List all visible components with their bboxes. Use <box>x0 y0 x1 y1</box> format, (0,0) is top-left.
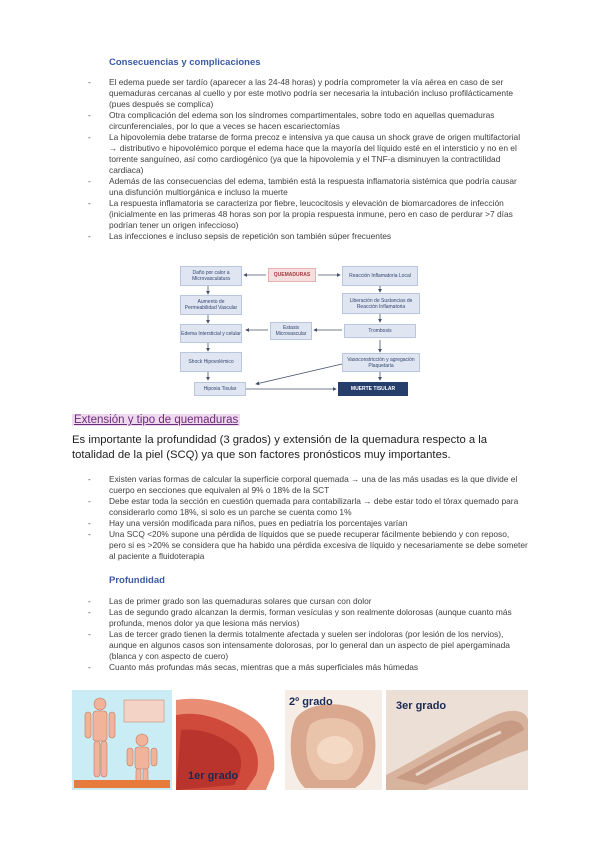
extension-lead: Es importante la profundidad (3 grados) y extensión de la quemadura respecto a la totalidad de la piel (SCQ) ya que son factores pronósticos muy importantes. <box>72 434 488 461</box>
diagram-node: Estasis Microvascular <box>270 322 312 340</box>
second-degree-burn-image <box>285 690 382 790</box>
depth-list <box>88 596 528 673</box>
diagram-node: Aumento de Permeabilidad Vascular <box>180 295 242 315</box>
diagram-node: Vasoconstricción y agregación Plaquetaria <box>342 353 420 372</box>
first-degree-burn-image <box>176 690 281 790</box>
list-item: - Hay una versión modificada para niños, pues en pediatría los porcentajes varían <box>88 518 528 529</box>
diagram-node-death: MUERTE TISULAR <box>338 382 408 396</box>
list-item: - Las de segundo grado alcanzan la dermis, forman vesículas y son realmente dolorosas (aunque cuanto más profunda, menos dolor ya que lesiona más nervios) <box>88 607 528 629</box>
list-item: - Además de las consecuencias del edema, también está la respuesta inflamatoria sistémica que podría causar una disfunción multiorgánica e incluso la muerte <box>88 176 528 198</box>
diagram-node: Edema Intersticial y celular <box>180 324 242 343</box>
diagram-node: Shock Hipovolémico <box>180 352 242 372</box>
list-item: - Otra complicación del edema son los síndromes compartimentales, sobre todo en aquellas quemaduras circunferenciales, por lo que a veces se hacen escariectomías <box>88 110 528 132</box>
section-heading-depth: Profundidad <box>109 575 165 586</box>
diagram-node: Hipoxia Tisular <box>194 382 246 396</box>
list-item: - Las de primer grado son las quemaduras solares que cursan con dolor <box>88 596 528 607</box>
list-item: - La respuesta inflamatoria se caracteriza por fiebre, leucocitosis y elevación de biomarcadores de infección (inicialmente en las primeras 48 horas son por la propia respuesta inmune, pero en caso de perdurar >7 días podrían tener un origen infeccioso) <box>88 198 528 231</box>
list-item: - Existen varias formas de calcular la superficie corporal quemada → una de las más usadas es la que divide el cuerpo en secciones que equivalen al 9% o 18% de la SCT <box>88 474 528 496</box>
section-heading-consequences: Consecuencias y complicaciones <box>109 57 261 68</box>
list-item: - Las de tercer grado tienen la dermis totalmente afectada y suelen ser indoloras (por lesión de los nervios), aunque en algunos casos son intensamente dolorosas, por lo general dan un aspecto de piel apergaminada (blanca y con aspecto de cuero) <box>88 629 528 662</box>
diagram-node-center: QUEMADURAS <box>268 268 316 282</box>
consequences-list <box>88 77 528 242</box>
diagram-node: Liberación de Sustancias de Reacción Inflamatoria <box>342 293 420 314</box>
photo-label-second: 2º grado <box>289 696 333 708</box>
list-item: - Debe estar toda la sección en cuestión quemada para contabilizarla → debe estar todo el tórax quemado para considerarlo como 18%, si solo es un parche se cuenta como 1% <box>88 496 528 518</box>
third-degree-burn-image <box>386 690 528 790</box>
list-item: - La hipovolemia debe tratarse de forma precoz e intensiva ya que causa un shock grave de origen multifactorial → distributivo e hipovolémico porque el edema hace que la mayoría del líquido esté en el intersticio y no en el torrente sanguíneo, así como cardiogénico (ya que la hipovolemia y el TNF-a disminuyen la contractilidad cardiaca) <box>88 132 528 176</box>
section-heading-extension: Extensión y tipo de quemaduras <box>74 414 239 426</box>
list-item: - Las infecciones e incluso sepsis de repetición son también súper frecuentes <box>88 231 528 242</box>
photo-label-first: 1er grado <box>188 770 239 782</box>
pathophysiology-diagram <box>170 262 438 400</box>
list-item: - El edema puede ser tardío (aparecer a las 24-48 horas) y podría comprometer la vía aérea en caso de ser quemaduras cercanas al cuello y por este motivo podría ser necesaria la intubación incluso profilácticamente (pues después se complica) <box>88 77 528 110</box>
diagram-node: Daño por calor a Microvasculatura <box>180 266 242 286</box>
list-item: - Una SCQ <20% supone una pérdida de líquidos que se puede recuperar fácilmente bebiendo y con reposo, pero si es >20% se considera que ha habido una pérdida excesiva de líquido y necesariamente se debe someter al paciente a fluidoterapia <box>88 529 528 562</box>
body-figure-icon <box>72 690 172 790</box>
extension-list <box>88 474 528 562</box>
diagram-node: Trombosis <box>344 324 416 338</box>
diagram-node: Reacción Inflamatoria Local <box>342 266 418 286</box>
photo-label-third: 3er grado <box>396 700 447 712</box>
body-chart-image <box>72 690 172 790</box>
list-item: - Cuanto más profundas más secas, mientras que a más superficiales más húmedas <box>88 662 528 673</box>
